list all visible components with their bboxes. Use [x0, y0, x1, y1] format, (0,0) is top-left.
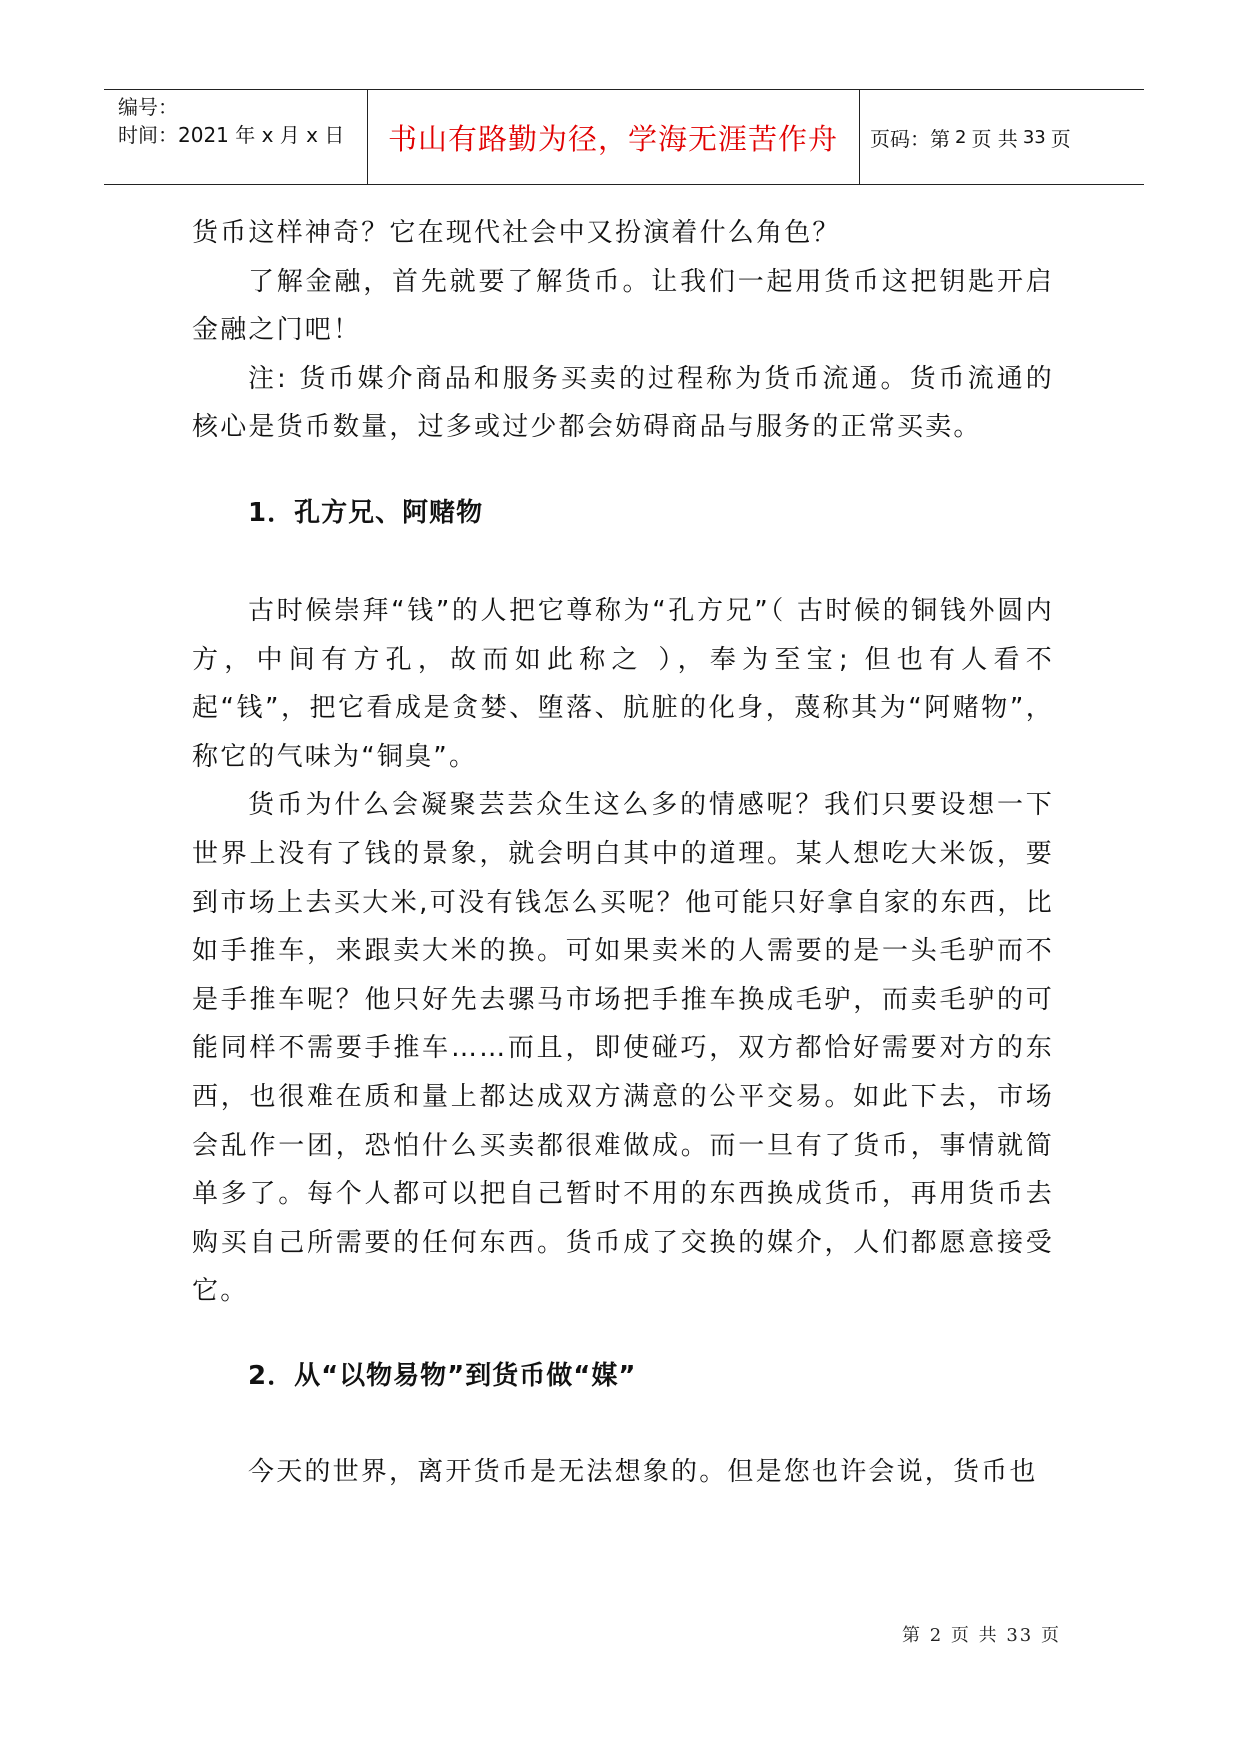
- page-header: [104, 89, 1144, 185]
- paragraph-2: 了解金融，首先就要了解货币。让我们一起用货币这把钥匙开启金融之门吧！: [192, 266, 1054, 346]
- paragraph-4: 货币为什么会凝聚芸芸众生这么多的情感呢？我们只要设想一下世界上没有了钱的景象，就会明白其中的道理。某人想吃大米饭，要到市场上去买大米,可没有钱怎么买呢？他可能只好拿自家的东西，比如手推车，来跟卖大米的换。可如果卖米的人需要的是一头毛驴而不是手推车呢？他只好先去骡马市场把手推车换成毛驴，而卖毛驴的可能同样不需要手推车……而且，即使碰巧，双方都恰好需要对方的东西，也很难在质和量上都达成双方满意的公平交易。如此下去，市场会乱作一团，恐怕什么买卖都很难做成。而一旦有了货币，事情就简单多了。每个人都可以把自己暂时不用的东西换成货币，再用货币去购买自己所需要的任何东西。货币成了交换的媒介，人们都愿意接受它。: [192, 790, 1054, 1307]
- page-total: 33: [1022, 126, 1046, 148]
- page-footer: 第 2 页 共 33 页: [902, 1625, 1061, 1646]
- serial-number-label: 编号：: [118, 95, 178, 119]
- section-heading-1: 1．孔方兄、阿赌物: [248, 497, 484, 528]
- page-suffix: 页: [1050, 126, 1071, 151]
- page-prefix: 页码：第: [870, 126, 950, 151]
- time-label: 时间：2021 年 x 月 x 日: [118, 123, 345, 147]
- page-current: 2: [955, 126, 967, 148]
- header-meta: [118, 93, 368, 149]
- paragraph-1: 货币这样神奇？它在现代社会中又扮演着什么角色？: [192, 218, 841, 248]
- page-middle: 页 共: [971, 126, 1018, 151]
- section-heading-2: 2．从“以物易物”到货币做“媒”: [248, 1360, 637, 1391]
- document-body: [192, 209, 1054, 1496]
- header-motto: 书山有路勤为径，学海无涯苦作舟: [387, 121, 838, 156]
- paragraph-5: 今天的世界，离开货币是无法想象的。但是您也许会说，货币也: [248, 1456, 1038, 1487]
- paragraph-note: 注: 货币媒介商品和服务买卖的过程称为货币流通。货币流通的核心是货币数量，过多或过少都会妨碍商品与服务的正常买卖。: [192, 363, 1054, 443]
- paragraph-3: 古时候崇拜“钱”的人把它尊称为“孔方兄”（ 古时候的铜钱外圆内方，中间有方孔，故而如此称之 ），奉为至宝; 但也有人看不起“钱”，把它看成是贪婪、堕落、肮脏的化身，蔑称其为“阿赌物”，称它的气味为“铜臭”。: [192, 595, 1054, 772]
- header-divider-right: [859, 90, 860, 184]
- header-page-number: [870, 90, 1071, 184]
